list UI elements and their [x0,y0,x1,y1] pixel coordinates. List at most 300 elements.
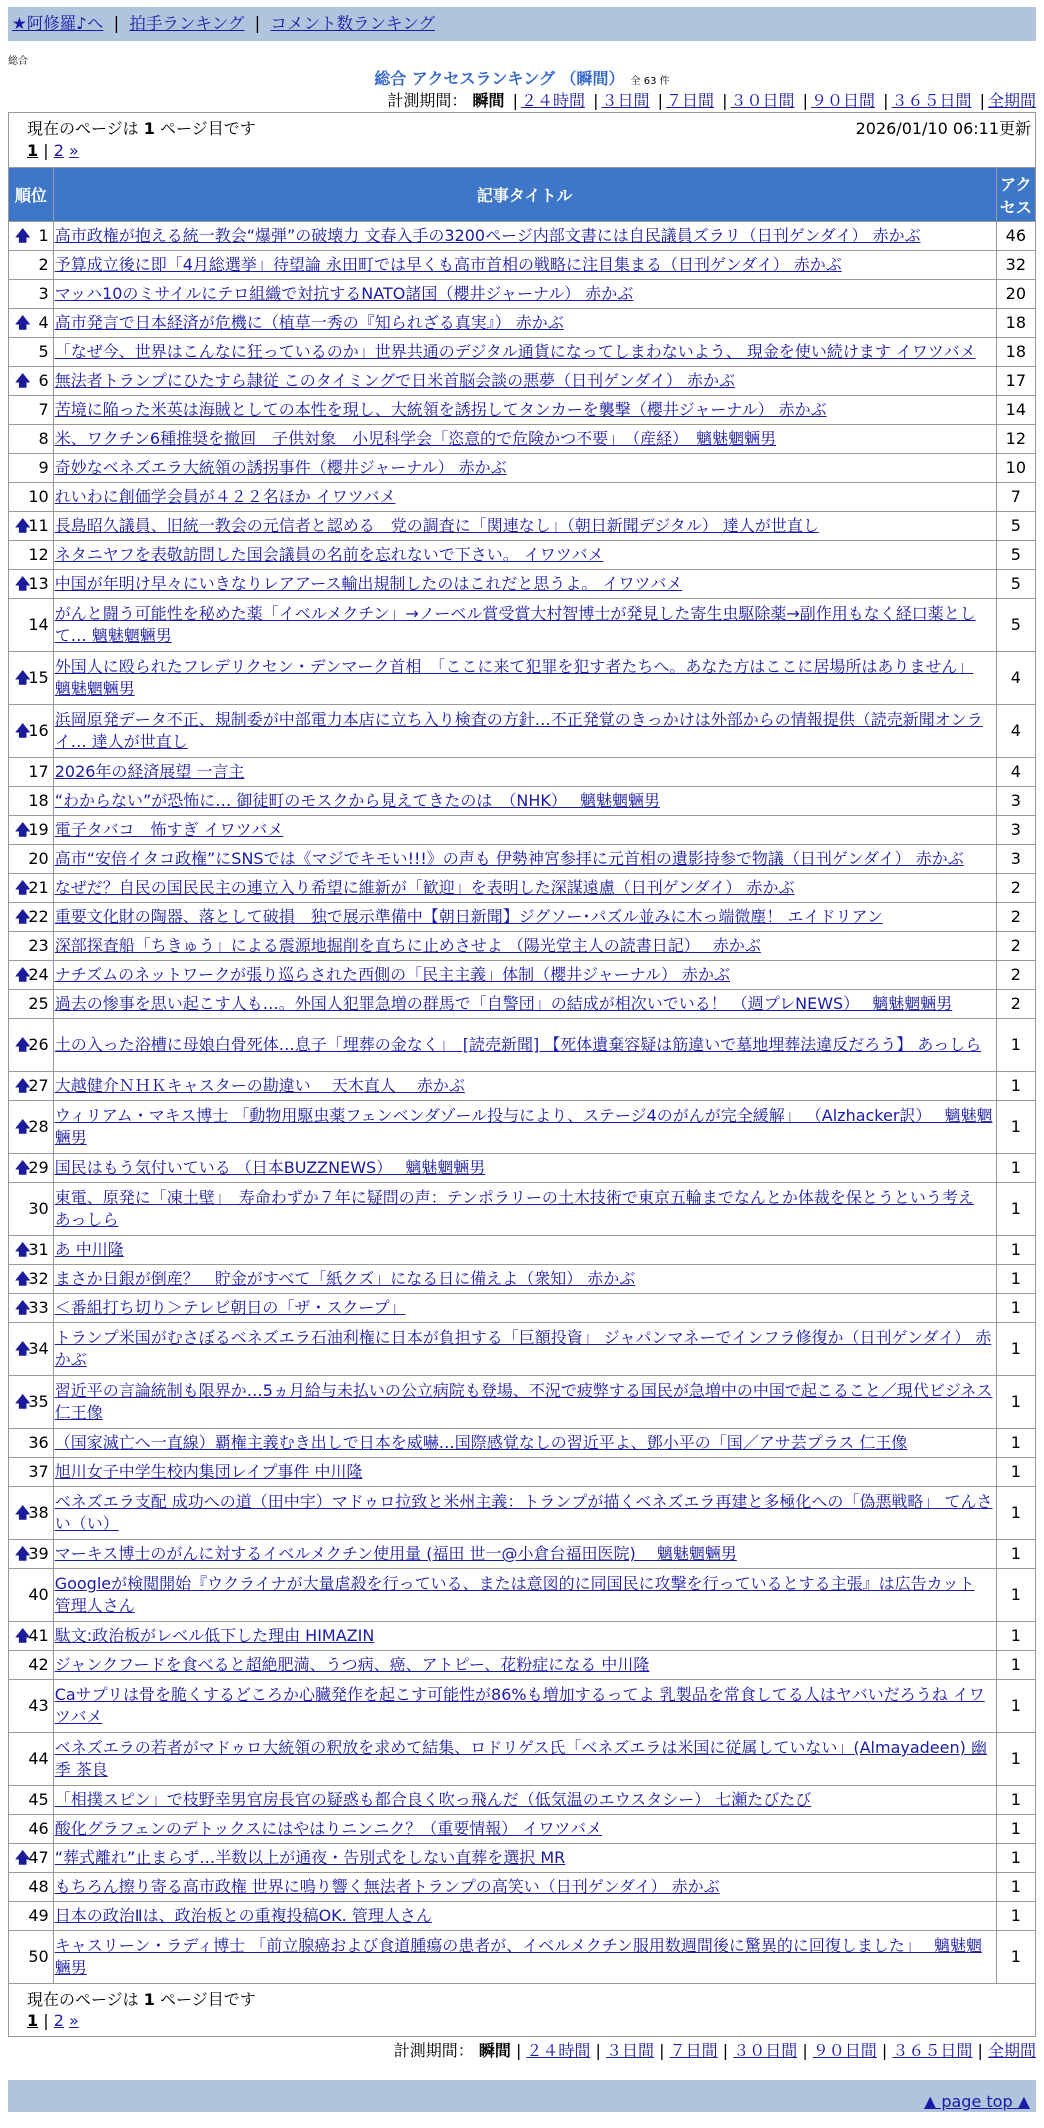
rank-cell [9,1101,54,1154]
title-cell [53,787,996,816]
access-count: 1 [996,1154,1035,1183]
rank-cell [9,1183,54,1236]
rank-number: 6 [38,371,49,390]
rank-cell [9,961,54,990]
access-count: 1 [996,1487,1035,1540]
table-row [9,816,1036,845]
article-link[interactable]: 浜岡原発データ不正、規制委が中部電力本店に立ち入り検査の方針…不正発覚のきっかけは外部からの情報提供（読売新聞オンライ… 達人が世直し [54,710,983,751]
title-cell [53,874,996,903]
rank-cell [9,845,54,874]
article-link[interactable]: ＜番組打ち切り＞テレビ朝日の「ザ・スクープ」 [54,1298,406,1317]
title-cell [53,599,996,652]
period-3d-link[interactable]: ３日間 [606,2041,655,2060]
article-link[interactable]: 中国が年明け早々にいきなりレアアース輸出規制したのはこれだと思うよ。 イワツバメ [54,574,683,593]
article-link[interactable]: マッハ10のミサイルにテロ組織で対抗するNATO諸国（櫻井ジャーナル） 赤かぶ [54,284,634,303]
title-cell [53,280,996,309]
rank-cell [9,1236,54,1265]
rank-number: 31 [28,1240,49,1259]
rank-number: 28 [28,1117,49,1136]
up-arrow-icon: 🡅 [15,313,31,332]
access-count: 1 [996,1786,1035,1815]
up-arrow-icon: 🡅 [15,965,31,984]
article-link[interactable]: あ 中川隆 [54,1240,124,1259]
title-cell [53,816,996,845]
up-arrow-icon: 🡅 [15,226,31,245]
access-count: 2 [996,961,1035,990]
access-count: 46 [996,222,1035,251]
rank-number: 38 [28,1503,49,1522]
up-arrow-icon: 🡅 [15,574,31,593]
rank-number: 2 [38,255,49,274]
rank-number: 13 [28,574,49,593]
table-row [9,1540,1036,1569]
title-cell [53,483,996,512]
table-row [9,874,1036,903]
access-count: 1 [996,1873,1035,1902]
access-count: 18 [996,338,1035,367]
rank-number: 7 [38,400,49,419]
rank-cell [9,1873,54,1902]
access-count: 17 [996,367,1035,396]
comment-ranking-link[interactable]: コメント数ランキング [270,14,435,33]
nav-separator: | [113,14,120,33]
up-arrow-icon: 🡅 [15,1076,31,1095]
rank-number: 1 [38,226,49,245]
access-count: 1 [996,1101,1035,1154]
table-row [9,599,1036,652]
title-cell [53,1458,996,1487]
rank-number: 14 [28,615,49,634]
rank-number: 39 [28,1544,49,1563]
rank-number: 48 [28,1877,49,1896]
title-cell [53,903,996,932]
clap-ranking-link[interactable]: 拍手ランキング [129,14,245,33]
rank-cell [9,338,54,367]
article-link[interactable]: ベネズエラの若者がマドゥロ大統領の釈放を求めて結集、ロドリゲス氏「ベネズエラは米国に従属していない」(Almayadeen) 幽季 茶良 [54,1738,987,1779]
table-row [9,990,1036,1019]
access-count: 5 [996,570,1035,599]
title-cell [53,932,996,961]
page-2-link[interactable]: 2 [53,2011,64,2030]
table-row [9,338,1036,367]
access-count: 4 [996,705,1035,758]
access-count: 10 [996,454,1035,483]
title-cell [53,758,996,787]
table-row [9,1873,1036,1902]
period-label: 計測期間： [387,91,468,110]
rank-cell [9,1651,54,1680]
access-count: 1 [996,1733,1035,1786]
title-cell [53,1873,996,1902]
rank-number: 40 [28,1585,49,1604]
rank-number: 25 [28,994,49,1013]
rank-cell [9,1622,54,1651]
article-link[interactable]: れいわに創価学会員が４２２名ほか イワツバメ [54,487,396,506]
article-link[interactable]: 予算成立後に即「4月総選挙」待望論 永田町では早くも高市首相の戦略に注目集まる（日刊ゲンダイ） 赤かぶ [54,255,842,274]
title-cell [53,1265,996,1294]
up-arrow-icon: 🡅 [15,1848,31,1867]
table-row [9,845,1036,874]
next-page-link[interactable]: » [68,141,79,160]
article-link[interactable]: 2026年の経済展望 一言主 [54,762,245,781]
rank-cell [9,990,54,1019]
rank-number: 16 [28,721,49,740]
article-link[interactable]: がんと闘う可能性を秘めた薬「イベルメクチン」→ノーベル賞受賞大村智博士が発見した寄生虫駆除薬→副作用もなく経口薬として… 魑魅魍魎男 [54,604,976,645]
access-count: 1 [996,1651,1035,1680]
rank-number: 24 [28,965,49,984]
up-arrow-icon: 🡅 [15,1298,31,1317]
article-link[interactable]: 旭川女子中学生校内集団レイプ事件 中川隆 [54,1462,363,1481]
rank-cell [9,1902,54,1931]
table-row [9,483,1036,512]
title-cell [53,1540,996,1569]
access-count: 1 [996,1236,1035,1265]
rank-cell [9,280,54,309]
article-link[interactable]: 習近平の言論統制も限界か…5ヵ月給与未払いの公立病院も登場、不況で疲弊する国民が急増中の中国で起こること／現代ビジネス 仁王像 [54,1381,993,1422]
rank-number: 15 [28,668,49,687]
table-row [9,1786,1036,1815]
article-link[interactable]: “葬式離れ”止まらず…半数以上が通夜・告別式をしない直葬を選択 MR [54,1848,566,1867]
article-link[interactable]: 苦境に陥った米英は海賊としての本性を現し、大統領を誘拐してタンカーを襲撃（櫻井ジャーナル） 赤かぶ [54,400,827,419]
article-link[interactable]: ジャンクフードを食べると超絶肥満、うつ病、癌、アトピー、花粉症になる 中川隆 [54,1655,650,1674]
up-arrow-icon: 🡅 [15,1626,31,1645]
up-arrow-icon: 🡅 [15,1158,31,1177]
access-count: 1 [996,1183,1035,1236]
access-count: 1 [996,1622,1035,1651]
rank-cell [9,932,54,961]
access-count: 1 [996,1458,1035,1487]
rank-number: 33 [28,1298,49,1317]
table-row [9,1458,1036,1487]
access-count: 12 [996,425,1035,454]
rank-number: 11 [28,516,49,535]
table-row [9,1376,1036,1429]
article-link[interactable]: 奇妙なベネズエラ大統領の誘拐事件（櫻井ジャーナル） 赤かぶ [54,458,507,477]
access-count: 3 [996,816,1035,845]
access-count: 1 [996,1902,1035,1931]
article-link[interactable]: “わからない”が恐怖に… 御徒町のモスクから見えてきたのは （NHK） 魑魅魍魎男 [54,791,660,810]
rank-cell [9,454,54,483]
table-row [9,1236,1036,1265]
article-link[interactable]: Caサプリは骨を脆くするどころか心臓発作を起こす可能性が86%も増加するってよ 乳製品を常食してる人はヤバいだろうね イワツバメ [54,1685,985,1726]
rank-number: 37 [28,1462,49,1481]
article-link[interactable]: 電子タバコ 怖すぎ イワツバメ [54,820,284,839]
title-cell [53,1680,996,1733]
period-all-link[interactable]: 全期間 [987,91,1036,110]
article-link[interactable]: キャスリーン・ラディ博士 「前立腺癌および食道腫瘍の患者が、イベルメクチン服用数週間後に驚異的に回復しました」 魑魅魍魎男 [54,1936,982,1977]
title-cell [53,222,996,251]
title-cell [53,251,996,280]
access-count: 1 [996,1429,1035,1458]
article-link[interactable]: 大越健介ＮＨＫキャスターの勘違い 天木直人 赤かぶ [54,1076,465,1095]
rank-cell [9,1815,54,1844]
rank-cell [9,816,54,845]
home-link[interactable]: ★阿修羅♪へ [12,14,104,33]
rank-number: 22 [28,907,49,926]
rank-number: 43 [28,1696,49,1715]
title-cell [53,1815,996,1844]
title-cell [53,1786,996,1815]
article-link[interactable]: 「相撲スピン」で枝野幸男官房長官の疑惑も都合良く吹っ飛んだ（低気温のエウスタシー） 七瀬たびたび [54,1790,812,1809]
article-link[interactable]: （国家滅亡へ一直線）覇権主義むき出しで日本を威嚇…国際感覚なしの習近平よ、鄧小平の「国／アサ芸プラス 仁王像 [54,1433,908,1452]
rank-cell [9,758,54,787]
title-cell [53,1931,996,1984]
period-all-link[interactable]: 全期間 [987,2041,1036,2060]
rank-number: 9 [38,458,49,477]
title-cell [53,570,996,599]
ranking-title-row [8,68,1036,90]
rank-cell [9,787,54,816]
article-link[interactable]: 土の入った浴槽に母娘白骨死体…息子「埋葬の金なく」 [読売新聞] 【死体遺棄容疑は筋違いで墓地埋葬法違反だろう】 あっしら [54,1035,982,1054]
article-link[interactable]: 外国人に殴られたフレデリクセン・デンマーク首相 「ここに来て犯罪を犯す者たちへ。あなた方はここに居場所はありません」 魑魅魍魎男 [54,657,974,698]
up-arrow-icon: 🡅 [15,516,31,535]
title-cell [53,1376,996,1429]
rank-cell [9,570,54,599]
access-count: 5 [996,599,1035,652]
rank-number: 23 [28,936,49,955]
rank-number: 30 [28,1199,49,1218]
title-header: 記事タイトル [53,168,996,222]
rank-number: 12 [28,545,49,564]
page-1-current: 1 [27,2011,39,2030]
period-selector: 計測期間： 瞬間 | ２４時間 | ３日間 | ７日間 | ３０日間 | ９０日間 | ３６５日間 | 全期間 [387,91,1036,110]
table-row [9,1323,1036,1376]
rank-cell [9,483,54,512]
rank-cell [9,1487,54,1540]
table-row [9,1487,1036,1540]
rank-cell [9,222,54,251]
up-arrow-icon: 🡅 [15,907,31,926]
access-count: 1 [996,1569,1035,1622]
period-365d-link[interactable]: ３６５日間 [891,91,972,110]
table-row [9,961,1036,990]
article-link[interactable]: ベネズエラ支配 成功への道（田中宇）マドゥロ拉致と米州主義：トランプが描くベネズエラ再建と多極化への「偽悪戦略」 てんさい（い） [54,1492,993,1533]
article-link[interactable]: ネタニヤフを表敬訪問した国会議員の名前を忘れないで下さい。 イワツバメ [54,545,604,564]
page-info-box [8,112,1036,167]
title-cell [53,1019,996,1072]
up-arrow-icon: 🡅 [15,668,31,687]
current-page-text: 現在のページは 1 ページ目です [27,1990,256,2009]
article-link[interactable]: 米、ワクチン6種推奨を撤回 子供対象 小児科学会「恣意的で危険かつ不要」 （産経） 魑魅魍魎男 [54,429,777,448]
article-link[interactable]: まさか日銀が倒産？ 貯金がすべて「紙クズ」になる日に備えよ（衆知） 赤かぶ [54,1269,636,1288]
title-cell [53,367,996,396]
period-24h-link[interactable]: ２４時間 [520,91,585,110]
access-count: 1 [996,1019,1035,1072]
article-link[interactable]: トランプ米国がむさぼるベネズエラ石油利権に日本が負担する「巨額投資」 ジャパンマネーでインフラ修復か（日刊ゲンダイ） 赤かぶ [54,1328,992,1369]
article-link[interactable]: ウィリアム・マキス博士 「動物用駆虫薬フェンベンダゾール投与により、ステージ4のがんが完全緩解」 （Alzhacker訳） 魑魅魍魎男 [54,1106,993,1147]
title-cell [53,425,996,454]
table-row [9,396,1036,425]
rank-number: 5 [38,342,49,361]
rank-cell [9,1844,54,1873]
up-arrow-icon: 🡅 [15,1269,31,1288]
access-count: 7 [996,483,1035,512]
access-count: 2 [996,932,1035,961]
rank-cell [9,1786,54,1815]
table-row [9,1815,1036,1844]
table-row [9,705,1036,758]
table-row [9,541,1036,570]
article-link[interactable]: 「なぜ今、世界はこんなに狂っているのか」世界共通のデジタル通貨になってしまわないよう、 現金を使い続けます イワツバメ [54,342,976,361]
article-link[interactable]: 長島昭久議員、旧統一教会の元信者と認める 党の調査に「関連なし」（朝日新聞デジタル） 達人が世直し [54,516,819,535]
article-link[interactable]: 東電、原発に「凍土壁」 寿命わずか７年に疑問の声：テンポラリーの土木技術で東京五輪までなんとか体裁を保とうという考え あっしら [54,1188,974,1229]
title-cell [53,1429,996,1458]
table-row [9,1844,1036,1873]
table-row [9,1429,1036,1458]
table-row [9,309,1036,338]
page-2-link[interactable]: 2 [53,141,64,160]
pagination-bottom: 1 | 2 » [27,2011,79,2030]
article-link[interactable]: Googleが検閲開始『ウクライナが大量虐殺を行っている、または意図的に同国民に攻撃を行っているとする主張』は広告カット 管理人さん [54,1574,975,1615]
up-arrow-icon: 🡅 [15,1240,31,1259]
rank-cell [9,1019,54,1072]
rank-number: 20 [28,849,49,868]
rank-number: 10 [28,487,49,506]
updated-timestamp: 2026/01/10 06:11更新 [855,119,1031,138]
rank-number: 19 [28,820,49,839]
title-cell [53,1236,996,1265]
access-count: 4 [996,758,1035,787]
article-link[interactable]: 過去の惨事を思い起こす人も…。外国人犯罪急増の群馬で「自警団」の結成が相次いでいる！ （週プレNEWS） 魑魅魍魎男 [54,994,953,1013]
title-cell [53,1101,996,1154]
section-label: 総合 [8,56,28,67]
rank-number: 34 [28,1339,49,1358]
title-cell [53,454,996,483]
article-link[interactable]: 駄文:政治板がレベル低下した理由 HIMAZIN [54,1626,375,1645]
rank-cell [9,512,54,541]
title-cell [53,1569,996,1622]
item-count: 全 63 件 [630,76,670,87]
table-row [9,280,1036,309]
rank-number: 41 [28,1626,49,1645]
title-cell [53,1154,996,1183]
period-30d-link[interactable]: ３０日間 [733,2041,798,2060]
rank-cell [9,1733,54,1786]
period-7d-link[interactable]: ７日間 [669,2041,718,2060]
period-24h-link[interactable]: ２４時間 [526,2041,591,2060]
up-arrow-icon: 🡅 [15,1503,31,1522]
title-cell [53,1294,996,1323]
table-row [9,758,1036,787]
page-top-link[interactable]: ▲ page top ▲ [923,2092,1030,2111]
period-current: 瞬間 [472,91,505,110]
article-link[interactable]: 日本の政治Ⅱは、政治板との重複投稿OK. 管理人さん [54,1906,432,1925]
table-row [9,1294,1036,1323]
article-link[interactable]: なぜだ？自民の国民民主の連立入り希望に維新が「歓迎」を表明した深謀遠慮（日刊ゲンダイ） 赤かぶ [54,878,795,897]
table-row [9,652,1036,705]
table-row [9,367,1036,396]
period-30d-link[interactable]: ３０日間 [730,91,795,110]
period-current: 瞬間 [478,2041,511,2060]
rank-number: 36 [28,1433,49,1452]
access-count: 3 [996,845,1035,874]
period-selector-bottom: 計測期間： 瞬間 | ２４時間 | ３日間 | ７日間 | ３０日間 | ９０日間 | ３６５日間 | 全期間 [393,2041,1036,2060]
article-link[interactable]: もちろん擦り寄る高市政権 世界に鳴り響く無法者トランプの高笑い（日刊ゲンダイ） 赤かぶ [54,1877,720,1896]
page-info-box-bottom [8,1984,1036,2037]
article-link[interactable]: 重要文化財の陶器、落として破損 独で展示準備中【朝日新聞】ジグソー･パズル並みに木っ端微塵！ エイドリアン [54,907,883,926]
table-row [9,454,1036,483]
article-link[interactable]: 高市政権が抱える統一教会“爆弾”の破壊力 文春入手の3200ページ内部文書には自民議員ズラリ（日刊ゲンダイ） 赤かぶ [54,226,921,245]
period-7d-link[interactable]: ７日間 [665,91,714,110]
rank-cell [9,1680,54,1733]
article-link[interactable]: ナチズムのネットワークが張り巡らされた西側の「民主主義」体制（櫻井ジャーナル） 赤かぶ [54,965,731,984]
title-cell [53,652,996,705]
title-cell [53,338,996,367]
rank-number: 18 [28,791,49,810]
table-row [9,1680,1036,1733]
table-row [9,1101,1036,1154]
up-arrow-icon: 🡅 [15,878,31,897]
period-3d-link[interactable]: ３日間 [601,91,650,110]
rank-cell [9,367,54,396]
nav-separator: | [254,14,261,33]
period-90d-link[interactable]: ９０日間 [810,91,875,110]
article-link[interactable]: 深部探査船「ちきゅう」による震源地掘削を直ちに止めさせよ （陽光堂主人の読書日記） 赤かぶ [54,936,761,955]
ranking-rows [9,222,1036,1984]
table-row [9,1651,1036,1680]
rank-number: 32 [28,1269,49,1288]
rank-cell [9,1376,54,1429]
rank-cell [9,1154,54,1183]
title-cell [53,541,996,570]
page-1-current: 1 [27,141,39,160]
title-cell [53,1651,996,1680]
rank-number: 3 [38,284,49,303]
access-count: 1 [996,1294,1035,1323]
article-link[interactable]: 無法者トランプにひたすら隷従 このタイミングで日米首脳会談の悪夢（日刊ゲンダイ） 赤かぶ [54,371,735,390]
current-page-text: 現在のページは 1 ページ目です [27,119,256,138]
up-arrow-icon: 🡅 [15,820,31,839]
title-cell [53,705,996,758]
table-row [9,425,1036,454]
title-cell [53,309,996,338]
article-link[interactable]: 国民はもう気付いている （日本BUZZNEWS） 魑魅魍魎男 [54,1158,486,1177]
title-cell [53,1323,996,1376]
rank-number: 4 [38,313,49,332]
rank-cell [9,1458,54,1487]
article-link[interactable]: 高市発言で日本経済が危機に（植草一秀の『知られざる真実』） 赤かぶ [54,313,564,332]
period-90d-link[interactable]: ９０日間 [812,2041,877,2060]
table-row [9,222,1036,251]
title-cell [53,961,996,990]
rank-number: 8 [38,429,49,448]
rank-cell [9,874,54,903]
article-link[interactable]: マーキス博士のがんに対するイベルメクチン使用量 (福田 世一@小倉台福田医院) 魑魅魍魎男 [54,1544,737,1563]
next-page-link[interactable]: » [68,2011,79,2030]
table-row [9,1072,1036,1101]
period-365d-link[interactable]: ３６５日間 [892,2041,973,2060]
access-count: 1 [996,1323,1035,1376]
rank-number: 44 [28,1749,49,1768]
access-count: 1 [996,1540,1035,1569]
up-arrow-icon: 🡅 [15,1544,31,1563]
rank-cell [9,396,54,425]
up-arrow-icon: 🡅 [15,1392,31,1411]
pagination: 1 | 2 » [27,141,79,160]
access-count: 5 [996,512,1035,541]
table-row [9,570,1036,599]
access-count: 1 [996,1931,1035,1984]
rank-cell [9,1323,54,1376]
article-link[interactable]: 高市“安倍イタコ政権”にSNSでは《マジでキモい!!!》の声も 伊勢神宮参拝に元首相の遺影持参で物議（日刊ゲンダイ） 赤かぶ [54,849,964,868]
access-count: 1 [996,1072,1035,1101]
article-link[interactable]: 酸化グラフェンのデトックスにはやはりニンニク？（重要情報） イワツバメ [54,1819,603,1838]
table-row [9,1622,1036,1651]
access-header: アクセス [996,168,1035,222]
rank-number: 17 [28,762,49,781]
footer-bar [8,2080,1036,2112]
rank-cell [9,251,54,280]
